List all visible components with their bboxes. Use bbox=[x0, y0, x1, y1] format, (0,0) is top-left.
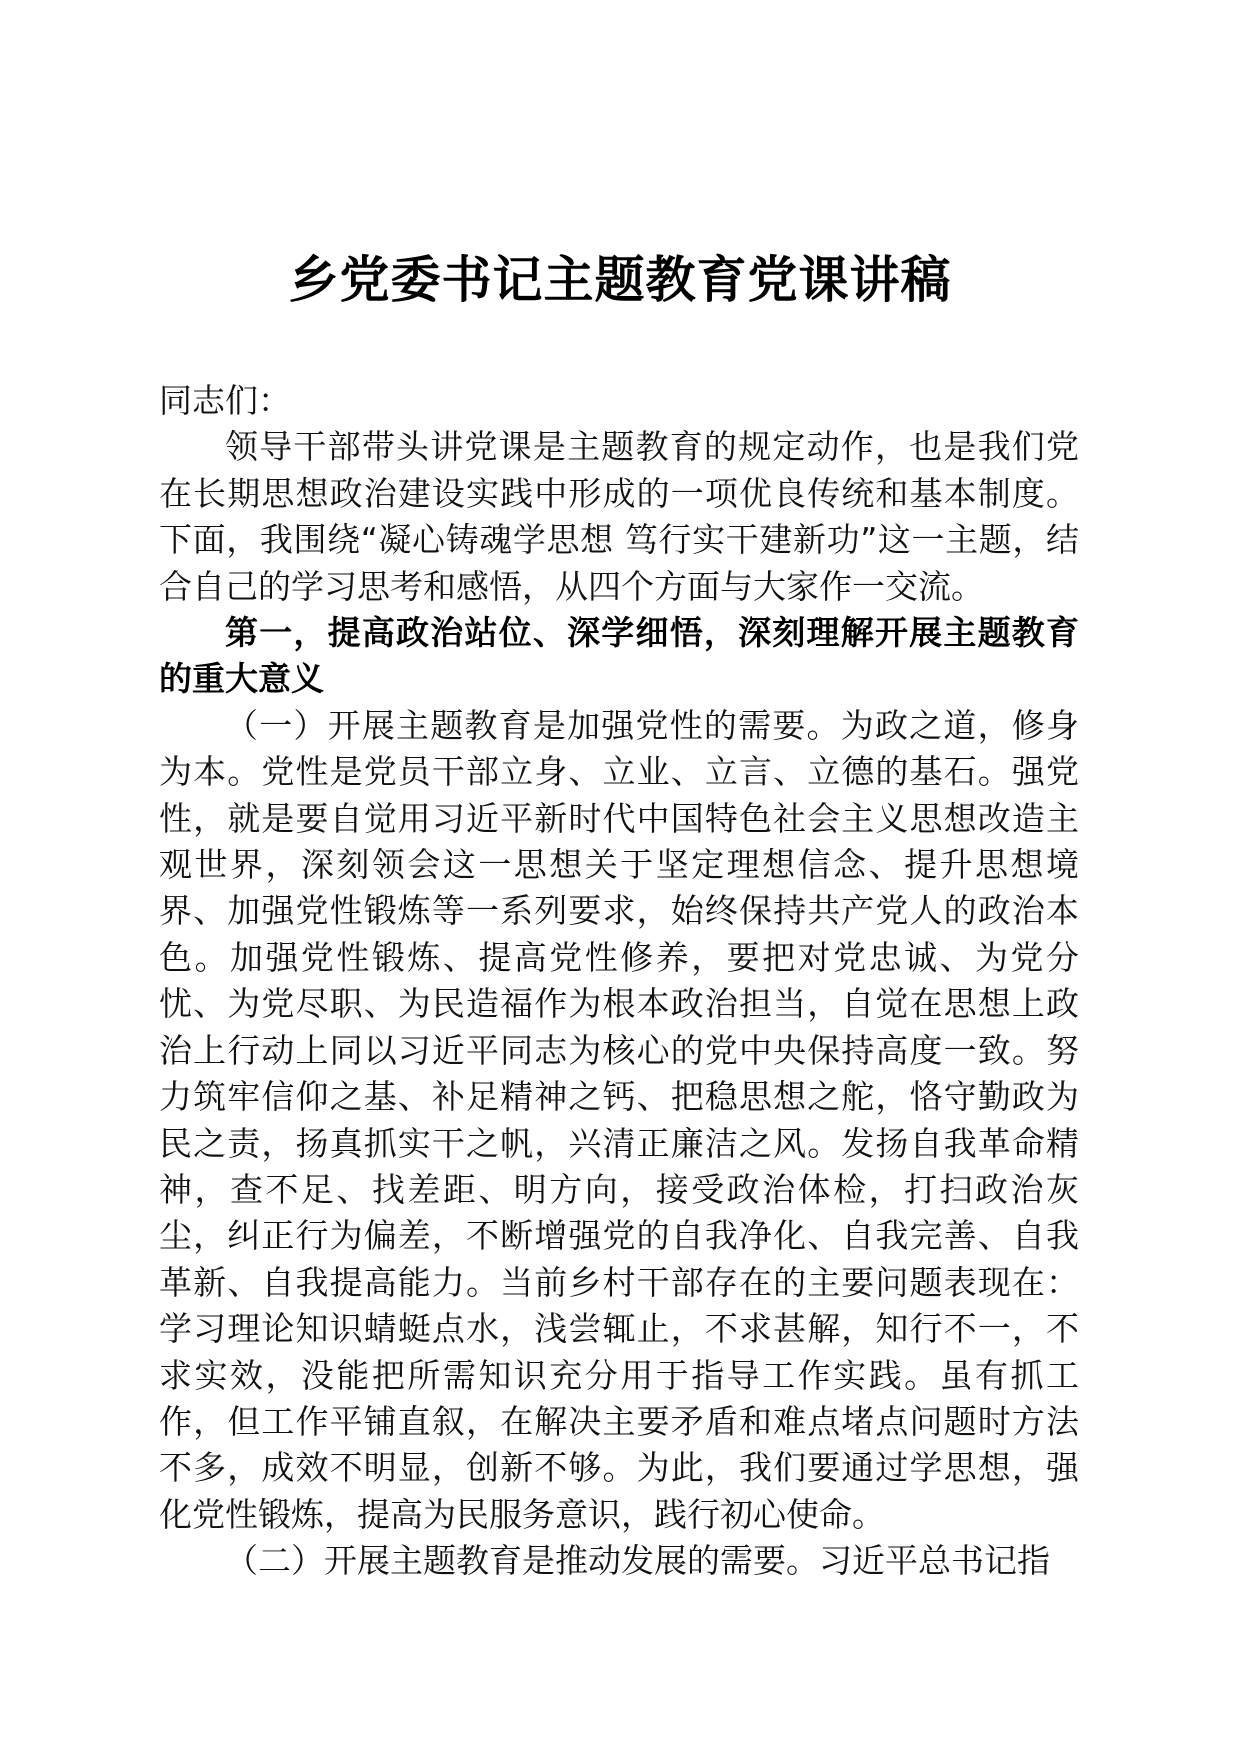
subsection-1-body: 为政之道，修身为本。党性是党员干部立身、立业、立言、立德的基石。强党性，就是要自觉用习近平新时代中国特色社会主义思想改造主观世界，深刻领会这一思想关于坚定理想信念、提升思想境界、加强党性锻炼等一系列要求，始终保持共产党人的政治本色。加强党性锻炼、提高党性修养，要把对党忠诚、为党分忧、为党尽职、为民造福作为根本政治担当，自觉在思想上政治上行动上同以习近平同志为核心的党中央保持高度一致。努力筑牢信仰之基、补足精神之钙、把稳思想之舵，恪守勤政为民之责，扬真抓实干之帆，兴清正廉洁之风。发扬自我革命精神，查不足、找差距、明方向，接受政治体检，打扫政治灰尘，纠正行为偏差，不断增强党的自我净化、自我完善、自我革新、自我提高能力。当前乡村干部存在的主要问题表现在：学习理论知识蜻蜓点水，浅尝辄止，不求甚解，知行不一，不求实效，没能把所需知识充分用于指导工作实践。虽有抓工作，但工作平铺直叙，在解决主要矛盾和难点堵点问题时方法不多，成效不明显，创新不够。为此，我们要通过学思想，强化党性锻炼，提高为民服务意识，践行初心使命。 bbox=[159, 705, 1080, 1534]
intro-paragraph: 领导干部带头讲党课是主题教育的规定动作，也是我们党在长期思想政治建设实践中形成的一项优良传统和基本制度。下面，我围绕“凝心铸魂学思想 笃行实干建新功”这一主题，结合自己的学习思考和感悟，从四个方面与大家作一交流。 bbox=[159, 427, 1079, 606]
subsection-2-body: 习近平总书记指 bbox=[819, 1541, 1050, 1581]
subsection-1-lead: （一）开展主题教育是加强党性的需要。 bbox=[225, 705, 841, 745]
greeting: 同志们： bbox=[159, 381, 291, 420]
document-body bbox=[159, 378, 1079, 1585]
subsection-1-paragraph bbox=[159, 703, 1079, 1538]
document-title: 乡党委书记主题教育党课讲稿 bbox=[288, 250, 952, 309]
section-heading: 第一，提高政治站位、深学细悟，深刻理解开展主题教育的重大意义 bbox=[159, 613, 1079, 699]
subsection-2-lead: （二）开展主题教育是推动发展的需要。 bbox=[225, 1541, 819, 1581]
subsection-2-paragraph bbox=[159, 1538, 1079, 1584]
